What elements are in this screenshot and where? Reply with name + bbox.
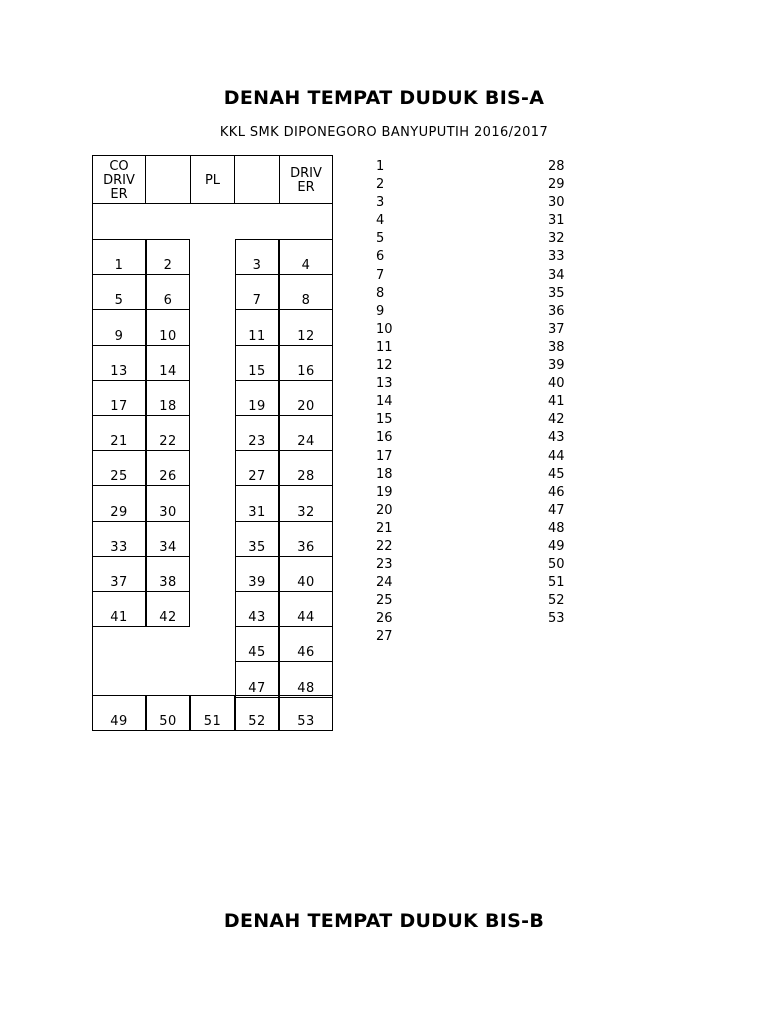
seat-right: 23 — [235, 415, 279, 451]
list-number: 40 — [548, 376, 565, 392]
number-list-right — [548, 158, 565, 628]
list-number: 1 — [376, 159, 385, 174]
seat-right: 39 — [235, 556, 279, 592]
pl-label: PL — [204, 172, 221, 188]
seat-left: 2 — [146, 239, 190, 275]
co-driver-label: CO DRIV ER — [103, 158, 135, 202]
seat-right: 35 — [235, 521, 279, 557]
list-number: 5 — [376, 231, 385, 247]
seat-right: 7 — [235, 274, 279, 310]
list-number: 14 — [376, 394, 393, 410]
list-number: 47 — [548, 502, 565, 518]
seat-left: 13 — [92, 345, 146, 381]
list-number: 25 — [376, 593, 393, 609]
list-number: 51 — [548, 575, 565, 591]
seat-left: 6 — [146, 274, 190, 310]
seat-back: 49 — [92, 695, 146, 731]
list-number: 12 — [376, 358, 393, 374]
seat-back: 50 — [146, 695, 190, 731]
seat-right: 20 — [279, 380, 333, 416]
number-list-left — [376, 158, 393, 647]
list-number: 31 — [548, 213, 565, 229]
seat-right: 24 — [279, 415, 333, 451]
seat-right: 45 — [235, 626, 279, 662]
seat-right: 46 — [279, 626, 333, 662]
page-title: DENAH TEMPAT DUDUK BIS-A — [223, 87, 545, 109]
list-number: 49 — [548, 538, 565, 554]
seat-right: 31 — [235, 485, 279, 521]
list-number: 15 — [376, 412, 393, 428]
list-number: 48 — [548, 520, 565, 536]
seat-left: 5 — [92, 274, 146, 310]
seat-left: 34 — [146, 521, 190, 557]
list-number: 45 — [548, 466, 565, 482]
list-number: 3 — [376, 195, 385, 211]
seat-back: 51 — [190, 695, 235, 731]
list-number: 28 — [548, 159, 565, 174]
seat-right: 16 — [279, 345, 333, 381]
seat-right: 3 — [235, 239, 279, 275]
seat-left: 42 — [146, 591, 190, 627]
list-number: 41 — [548, 394, 565, 410]
list-number: 18 — [376, 466, 393, 482]
list-number: 19 — [376, 484, 393, 500]
list-number: 8 — [376, 285, 385, 301]
list-number: 26 — [376, 611, 393, 627]
seat-right: 4 — [279, 239, 333, 275]
list-number: 32 — [548, 231, 565, 247]
seat-right: 40 — [279, 556, 333, 592]
seat-left: 30 — [146, 485, 190, 521]
list-number: 33 — [548, 249, 565, 265]
seat-left: 25 — [92, 450, 146, 486]
seat-left: 22 — [146, 415, 190, 451]
seat-right: 48 — [279, 661, 333, 697]
seat-right: 47 — [235, 661, 279, 697]
seat-right: 27 — [235, 450, 279, 486]
list-number: 6 — [376, 249, 385, 265]
list-number: 20 — [376, 502, 393, 518]
seat-left: 9 — [92, 309, 146, 345]
list-number: 52 — [548, 593, 565, 609]
front-divider — [92, 203, 333, 204]
seat-right: 36 — [279, 521, 333, 557]
co-driver-seat — [92, 155, 146, 204]
list-number: 46 — [548, 484, 565, 500]
page-subtitle: KKL SMK DIPONEGORO BANYUPUTIH 2016/2017 — [219, 125, 549, 140]
seat-right: 32 — [279, 485, 333, 521]
list-number: 37 — [548, 321, 565, 337]
seat-left: 1 — [92, 239, 146, 275]
seat-left: 33 — [92, 521, 146, 557]
list-number: 29 — [548, 177, 565, 193]
list-number: 16 — [376, 430, 393, 446]
list-number: 9 — [376, 303, 385, 319]
list-number: 10 — [376, 321, 393, 337]
seat-right: 28 — [279, 450, 333, 486]
list-number: 11 — [376, 339, 393, 355]
seat-right: 8 — [279, 274, 333, 310]
seat-left: 21 — [92, 415, 146, 451]
driver-label: DRIV ER — [290, 165, 322, 195]
list-number: 38 — [548, 339, 565, 355]
seat-left: 38 — [146, 556, 190, 592]
list-number: 2 — [376, 177, 385, 193]
seat-map — [92, 155, 333, 731]
list-number: 22 — [376, 538, 393, 554]
list-number: 50 — [548, 557, 565, 573]
seat-left: 18 — [146, 380, 190, 416]
list-number: 24 — [376, 575, 393, 591]
list-number: 21 — [376, 520, 393, 536]
list-number: 30 — [548, 195, 565, 211]
list-number: 36 — [548, 303, 565, 319]
list-number: 7 — [376, 267, 385, 283]
list-number: 53 — [548, 611, 565, 627]
list-number: 27 — [376, 629, 393, 645]
list-number: 35 — [548, 285, 565, 301]
pl-seat — [190, 155, 235, 204]
seat-right: 15 — [235, 345, 279, 381]
seat-right: 11 — [235, 309, 279, 345]
seat-left: 14 — [146, 345, 190, 381]
seat-right: 19 — [235, 380, 279, 416]
list-number: 23 — [376, 557, 393, 573]
list-number: 39 — [548, 358, 565, 374]
seat-right: 43 — [235, 591, 279, 627]
seat-left: 17 — [92, 380, 146, 416]
driver-seat — [279, 155, 333, 204]
list-number: 42 — [548, 412, 565, 428]
seat-left: 41 — [92, 591, 146, 627]
seat-right: 12 — [279, 309, 333, 345]
seat-left: 37 — [92, 556, 146, 592]
list-number: 34 — [548, 267, 565, 283]
list-number: 17 — [376, 448, 393, 464]
seat-left: 29 — [92, 485, 146, 521]
page-title-b: DENAH TEMPAT DUDUK BIS-B — [223, 910, 545, 932]
list-number: 4 — [376, 213, 385, 229]
seat-left: 10 — [146, 309, 190, 345]
seat-back: 52 — [235, 695, 279, 731]
list-number: 43 — [548, 430, 565, 446]
list-number: 44 — [548, 448, 565, 464]
seat-left: 26 — [146, 450, 190, 486]
seat-back: 53 — [279, 695, 333, 731]
list-number: 13 — [376, 376, 393, 392]
seat-right: 44 — [279, 591, 333, 627]
